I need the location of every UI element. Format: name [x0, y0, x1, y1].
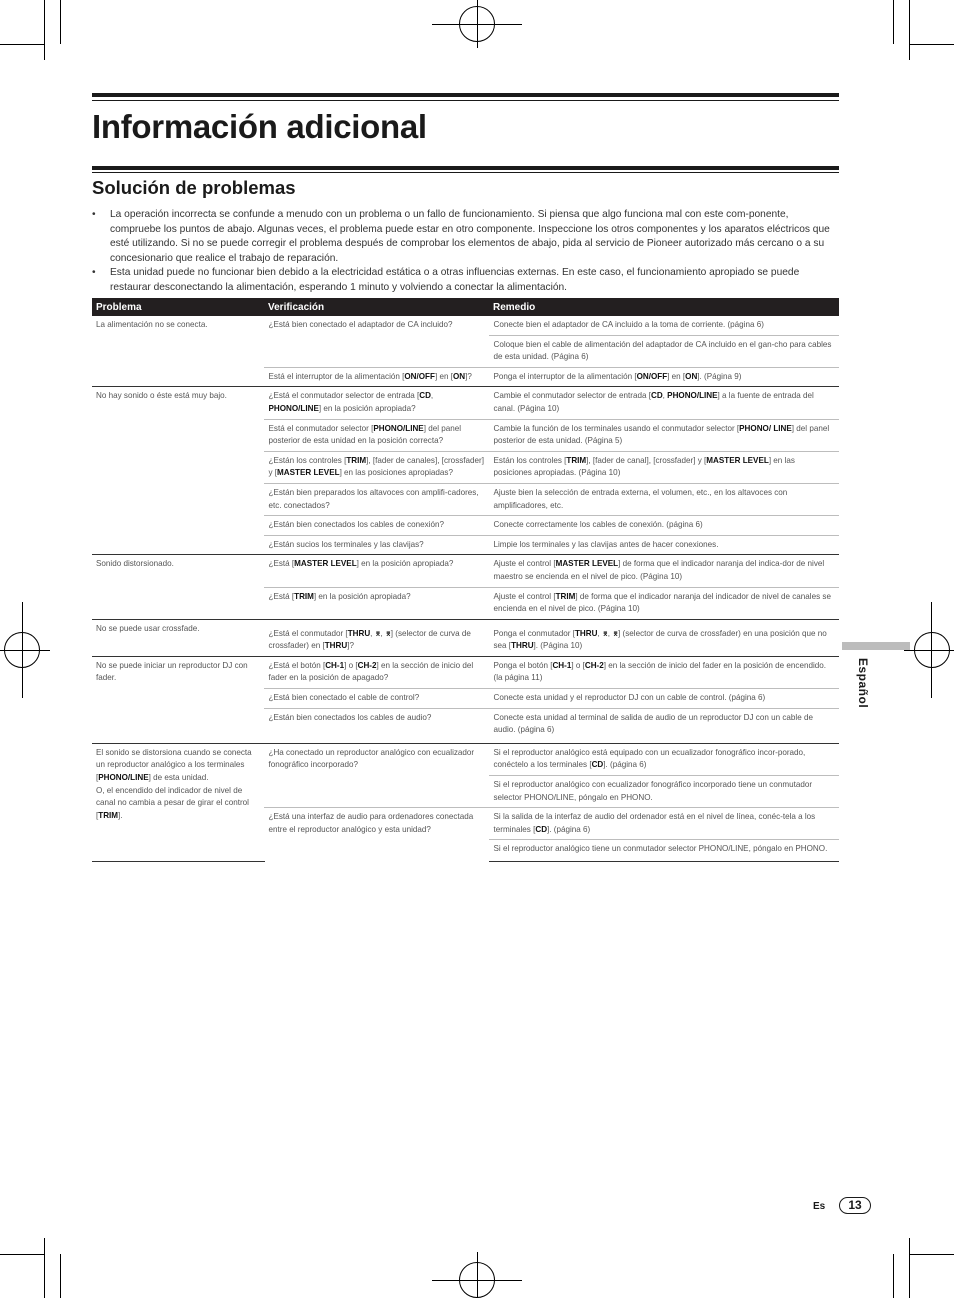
check-cell: ¿Están bien conectados los cables de audio?: [264, 708, 489, 743]
crop-mark: [909, 0, 910, 60]
column-header: Remedio: [489, 298, 839, 316]
table-row: [92, 656, 839, 688]
table-row: [92, 316, 839, 335]
crossfader-curve-icon: ⌆: [601, 628, 608, 638]
crop-mark: [910, 1254, 954, 1255]
registration-mark: [904, 650, 954, 651]
check-cell: ¿Están bien conectados los cables de conexión?: [264, 516, 489, 536]
crop-mark: [44, 0, 45, 60]
crossfader-curve-icon: ⌆: [374, 628, 381, 638]
footer-language-code: Es: [813, 1201, 826, 1212]
remedy-cell: Ajuste el control [MASTER LEVEL] de forma que el indicador naranja del indica-dor de nivel maestro se encienda en el nivel de pico. (Página 10): [489, 555, 839, 587]
page-number: 13: [839, 1197, 871, 1214]
title-rule-bottom-thin: [92, 172, 839, 173]
remedy-cell: Conecte esta unidad y el reproductor DJ con un cable de control. (página 6): [489, 689, 839, 709]
crop-mark: [0, 1254, 44, 1255]
problem-cell: No se puede iniciar un reproductor DJ con fader.: [92, 656, 264, 743]
problem-cell: No se puede usar crossfade.: [92, 619, 264, 656]
registration-mark: [0, 650, 50, 651]
check-cell: ¿Está el conmutador [THRU, ⌆, ⌆] (selector de curva de crossfader) en [THRU]?: [264, 619, 489, 656]
remedy-cell: Si el reproductor analógico con ecualizador fonográfico incorporado tiene un conmutador selector PHONO/LINE, póngalo en PHONO.: [489, 776, 839, 808]
remedy-cell: Conecte esta unidad al terminal de salida de audio de un reproductor DJ con un cable de audio. (página 6): [489, 708, 839, 743]
crop-mark: [893, 1254, 894, 1298]
check-cell: ¿Está bien conectado el adaptador de CA incluido?: [264, 316, 489, 367]
registration-mark: [22, 602, 23, 698]
registration-mark: [477, 1252, 478, 1298]
intro-bullet-list: [92, 208, 832, 295]
remedy-cell: Ponga el botón [CH-1] o [CH-2] en la sección de inicio del fader en la posición de encendido. (la página 11): [489, 656, 839, 688]
check-cell: ¿Están sucios los terminales y las clavijas?: [264, 535, 489, 555]
language-tab-label: Español: [856, 658, 870, 709]
intro-bullet: • La operación incorrecta se confunde a menudo con un problema o un fallo de funcionamiento. Si piensa que algo funciona mal con este com-ponente, compruebe los puntos de abajo. Algunas veces, el problema puede estar en otro componente. Inspeccione los otros componentes y los aparatos eléctricos que esté utilizando. Si no se puede corregir el problema después de comprobar los elementos de abajo, pida al servicio de Pioneer autorizado más cercano o a su concesionario que realice el trabajo de reparación.: [92, 208, 832, 266]
page-title: Información adicional: [92, 108, 427, 145]
crop-mark: [909, 1238, 910, 1298]
remedy-cell: Cambie la función de los terminales usando el conmutador selector [PHONO/ LINE] del panel posterior de esta unidad. (Página 5): [489, 419, 839, 451]
crop-mark: [910, 44, 954, 45]
crop-mark: [60, 1254, 61, 1298]
section-title: Solución de problemas: [92, 177, 296, 198]
troubleshooting-table: [92, 298, 839, 862]
remedy-cell: Ajuste el control [TRIM] de forma que el indicador naranja del indicador de nivel de canales se encienda en el nivel de pico. (Página 10): [489, 587, 839, 619]
crossfader-curve-icon: ⌆: [612, 628, 619, 638]
column-header: Verificación: [264, 298, 489, 316]
check-cell: ¿Está el conmutador selector de entrada [CD, PHONO/LINE] en la posición apropiada?: [264, 387, 489, 419]
language-tab-bar: [842, 642, 910, 650]
registration-mark: [477, 0, 478, 48]
table-row: [92, 743, 839, 775]
crossfader-curve-icon: ⌆: [384, 628, 391, 638]
remedy-cell: Conecte bien el adaptador de CA incluido a la toma de corriente. (página 6): [489, 316, 839, 335]
remedy-cell: Si la salida de la interfaz de audio del ordenador está en el nivel de línea, conéc-tela a los terminales [CD]. (página 6): [489, 808, 839, 840]
remedy-cell: Cambie el conmutador selector de entrada [CD, PHONO/LINE] a la fuente de entrada del canal. (Página 10): [489, 387, 839, 419]
remedy-cell: Ponga el interruptor de la alimentación [ON/OFF] en [ON]. (Página 9): [489, 367, 839, 387]
problem-cell: No hay sonido o éste está muy bajo.: [92, 387, 264, 555]
check-cell: ¿Está una interfaz de audio para ordenadores conectada entre el reproductor analógico y esta unidad?: [264, 808, 489, 862]
title-rule-top: [92, 93, 839, 97]
crop-mark: [44, 1238, 45, 1298]
crop-mark: [60, 0, 61, 44]
table-row: [92, 387, 839, 419]
check-cell: Está el interruptor de la alimentación [ON/OFF] en [ON]?: [264, 367, 489, 387]
check-cell: ¿Está bien conectado el cable de control?: [264, 689, 489, 709]
remedy-cell: Si el reproductor analógico tiene un conmutador selector PHONO/LINE, póngalo en PHONO.: [489, 840, 839, 862]
column-header: Problema: [92, 298, 264, 316]
remedy-cell: Conecte correctamente los cables de conexión. (página 6): [489, 516, 839, 536]
check-cell: ¿Está [TRIM] en la posición apropiada?: [264, 587, 489, 619]
table-row: [92, 555, 839, 587]
remedy-cell: Coloque bien el cable de alimentación del adaptador de CA incluido en el gan-cho para cables de esta unidad. (Página 6): [489, 335, 839, 367]
check-cell: ¿Está el botón [CH-1] o [CH-2] en la sección de inicio del fader en la posición de apagado?: [264, 656, 489, 688]
table-row: [92, 619, 839, 656]
problem-cell: Sonido distorsionado.: [92, 555, 264, 619]
crop-mark: [0, 44, 44, 45]
registration-mark: [931, 602, 932, 698]
remedy-cell: Ponga el conmutador [THRU, ⌆, ⌆] (selector de curva de crossfader) en una posición que no sea [THRU]. (Página 10): [489, 619, 839, 656]
table-header-row: [92, 298, 839, 316]
check-cell: ¿Ha conectado un reproductor analógico con ecualizador fonográfico incorporado?: [264, 743, 489, 807]
remedy-cell: Están los controles [TRIM], [fader de canal], [crossfader] y [MASTER LEVEL] en las posiciones apropiadas. (Página 10): [489, 451, 839, 483]
problem-cell: La alimentación no se conecta.: [92, 316, 264, 387]
check-cell: Está el conmutador selector [PHONO/LINE] del panel posterior de esta unidad en la posición correcta?: [264, 419, 489, 451]
remedy-cell: Si el reproductor analógico está equipado con un ecualizador fonográfico incor-porado, conéctelo a los terminales [CD]. (página 6): [489, 743, 839, 775]
intro-bullet: • Esta unidad puede no funcionar bien debido a la electricidad estática o a otras influencias externas. En este caso, el funcionamiento apropiado se puede restaurar desconectando la alimentación, esperando 1 minuto y volviendo a conectar la alimentación.: [92, 266, 832, 295]
check-cell: ¿Están bien preparados los altavoces con amplifi-cadores, etc. conectados?: [264, 483, 489, 515]
problem-cell: El sonido se distorsiona cuando se conecta un reproductor analógico a los terminales [PHONO/LINE] de esta unidad. O, el encendido del indicador de nivel de canal no cambia a pesar de girar el control [TRIM].: [92, 743, 264, 861]
check-cell: ¿Están los controles [TRIM], [fader de canales], [crossfader] y [MASTER LEVEL] en las posiciones apropiadas?: [264, 451, 489, 483]
remedy-cell: Ajuste bien la selección de entrada externa, el volumen, etc., en los altavoces con amplificadores, etc.: [489, 483, 839, 515]
crop-mark: [893, 0, 894, 44]
title-rule-bottom: [92, 166, 839, 170]
title-rule-top-thin: [92, 100, 839, 101]
check-cell: ¿Está [MASTER LEVEL] en la posición apropiada?: [264, 555, 489, 587]
remedy-cell: Limpie los terminales y las clavijas antes de hacer conexiones.: [489, 535, 839, 555]
